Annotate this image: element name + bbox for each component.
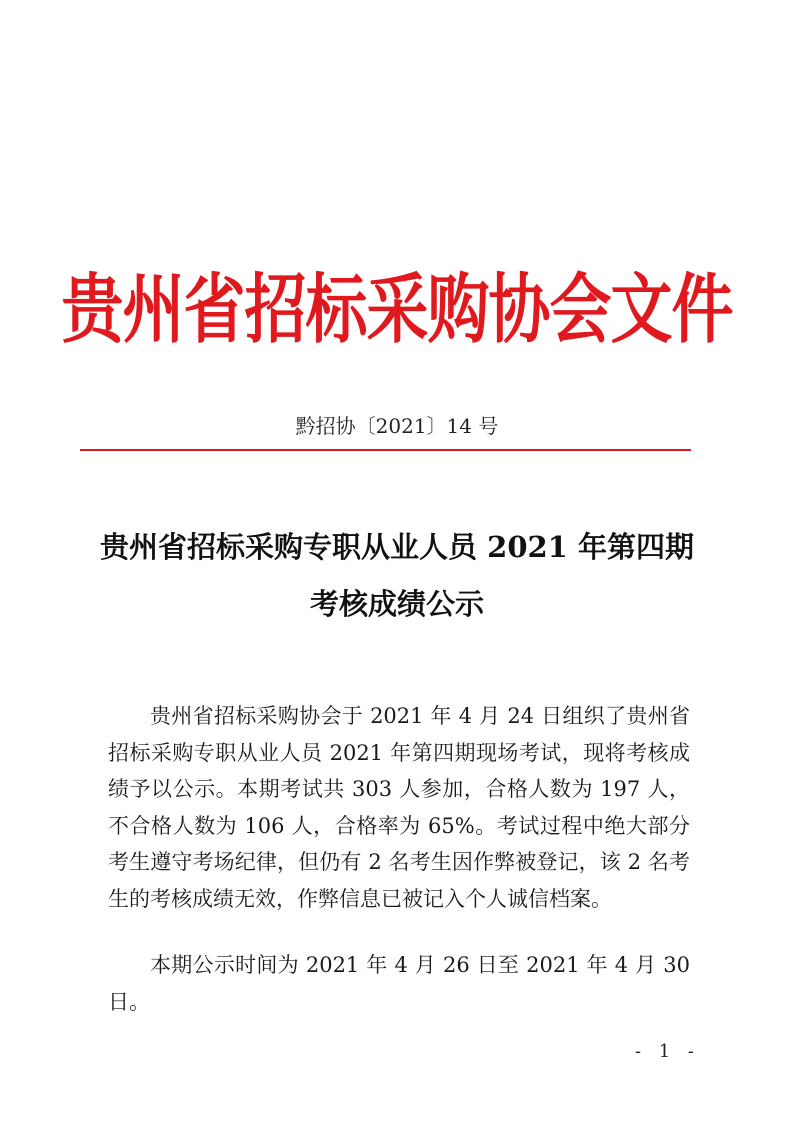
page-number: - 1 - bbox=[634, 1041, 700, 1062]
body-paragraph-2: 本期公示时间为 2021 年 4 月 26 日至 2021 年 4 月 30 日。 bbox=[108, 953, 690, 1014]
notice-title-line-2: 考核成绩公示 bbox=[309, 587, 484, 621]
notice-title-line-1: 贵州省招标采购专职从业人员 2021 年第四期 bbox=[100, 530, 694, 564]
red-divider-line bbox=[80, 449, 691, 451]
document-number: 黔招协〔2021〕14 号 bbox=[295, 414, 499, 438]
document-header-title: 贵州省招标采购协会文件 bbox=[61, 264, 733, 354]
body-paragraph-1: 贵州省招标采购协会于 2021 年 4 月 24 日组织了贵州省招标采购专职从业人员 2021 年第四期现场考试，现将考核成绩予以公示。本期考试共 303 人参加，合格人数为 197 人，不合格人数为 106 人，合格率为 65%。考试过程中绝大部分考生遵守考场纪律，但仍有 2 名考生因作弊被登记，该 2 名考生的考核成绩无效，作弊信息已被记入个人诚信档案。 bbox=[108, 704, 690, 911]
